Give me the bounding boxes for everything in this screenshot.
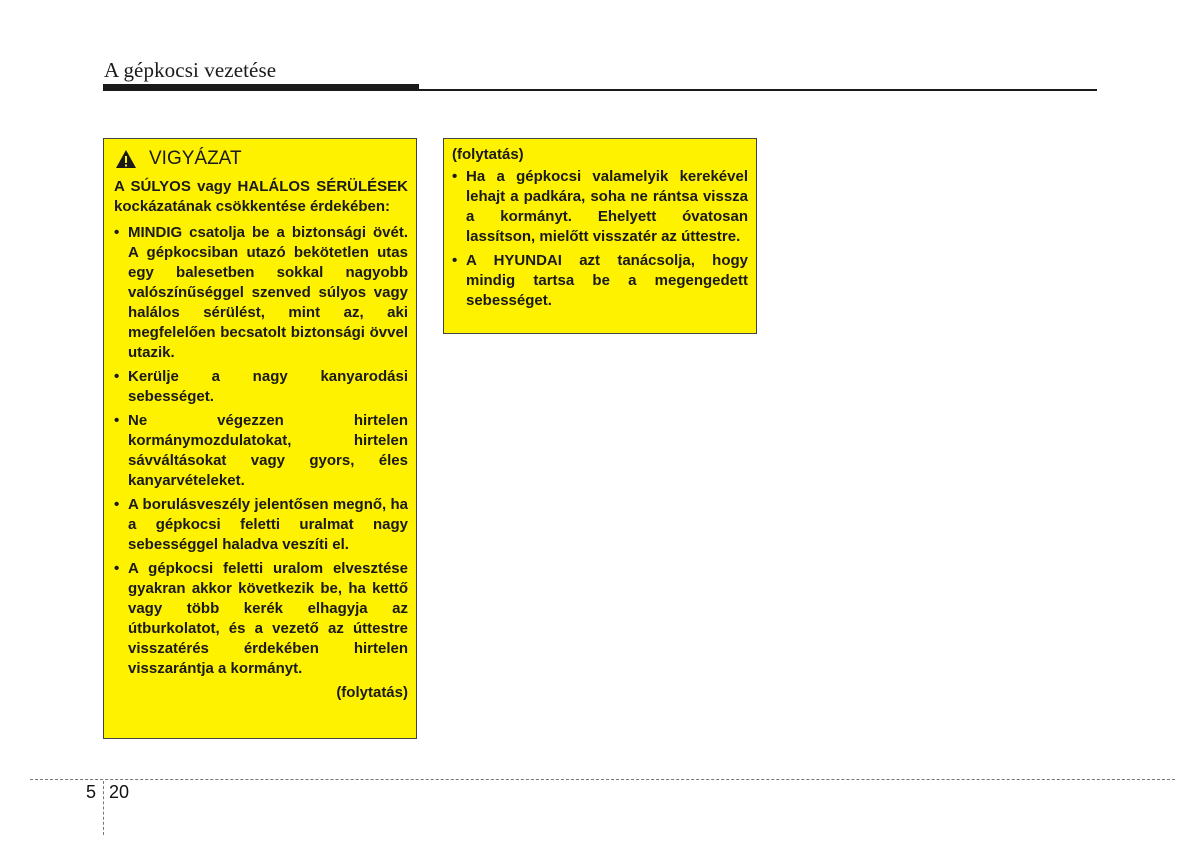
page-number: 20	[109, 782, 130, 802]
list-item: • A HYUNDAI azt tanácsolja, hogy mindig tartsa be a megengedett sebességet.	[452, 251, 748, 311]
continued-label: (folytatás)	[336, 684, 408, 701]
header-rule-thick	[103, 84, 419, 91]
list-item: • A borulásveszély jelentősen megnő, ha a gépkocsi feletti uralmat nagy sebességgel haladva veszíti el.	[114, 495, 408, 555]
continued-label: (folytatás)	[452, 146, 524, 163]
page-title: A gépkocsi vezetése	[104, 58, 277, 82]
footer-dashed-rule	[30, 779, 1175, 780]
list-item: • Ne végezzen hirtelen kormánymozdulatokat, hirtelen sávváltásokat vagy gyors, éles kanyarvételeket.	[114, 411, 408, 491]
continuation-box	[443, 138, 757, 334]
header-rule-thin	[419, 89, 1097, 91]
warning-box	[103, 138, 417, 739]
warning-bullet-list	[114, 223, 408, 679]
list-item: • A gépkocsi feletti uralom elvesztése gyakran akkor következik be, ha kettő vagy több kerék elhagyja az útburkolatot, és a vezető az úttestre visszatérés érdekében hirtelen visszarántja a kormányt.	[114, 559, 408, 679]
continuation-bullet-list	[452, 167, 748, 311]
warning-heading-text: VIGYÁZAT	[149, 148, 242, 169]
warning-heading	[115, 147, 408, 171]
footer-dashed-divider	[103, 781, 104, 835]
chapter-number: 5	[86, 782, 97, 802]
warning-triangle-icon	[115, 149, 137, 169]
list-item: • Kerülje a nagy kanyarodási sebességet.	[114, 367, 408, 407]
list-item: • Ha a gépkocsi valamelyik kerekével lehajt a padkára, soha ne rántsa vissza a kormányt. Ehelyett óvatosan lassítson, mielőtt visszatér az úttestre.	[452, 167, 748, 247]
warning-intro: A SÚLYOS vagy HALÁLOS SÉRÜLÉSEK kockázatának csökkentése érdekében:	[114, 178, 408, 215]
list-item: • MINDIG csatolja be a biztonsági övét. A gépkocsiban utazó bekötetlen utas egy balesetben sokkal nagyobb valószínűséggel szenved súlyos vagy halálos sérülést, mint az, aki megfelelően becsatolt biztonsági övvel utazik.	[114, 223, 408, 363]
